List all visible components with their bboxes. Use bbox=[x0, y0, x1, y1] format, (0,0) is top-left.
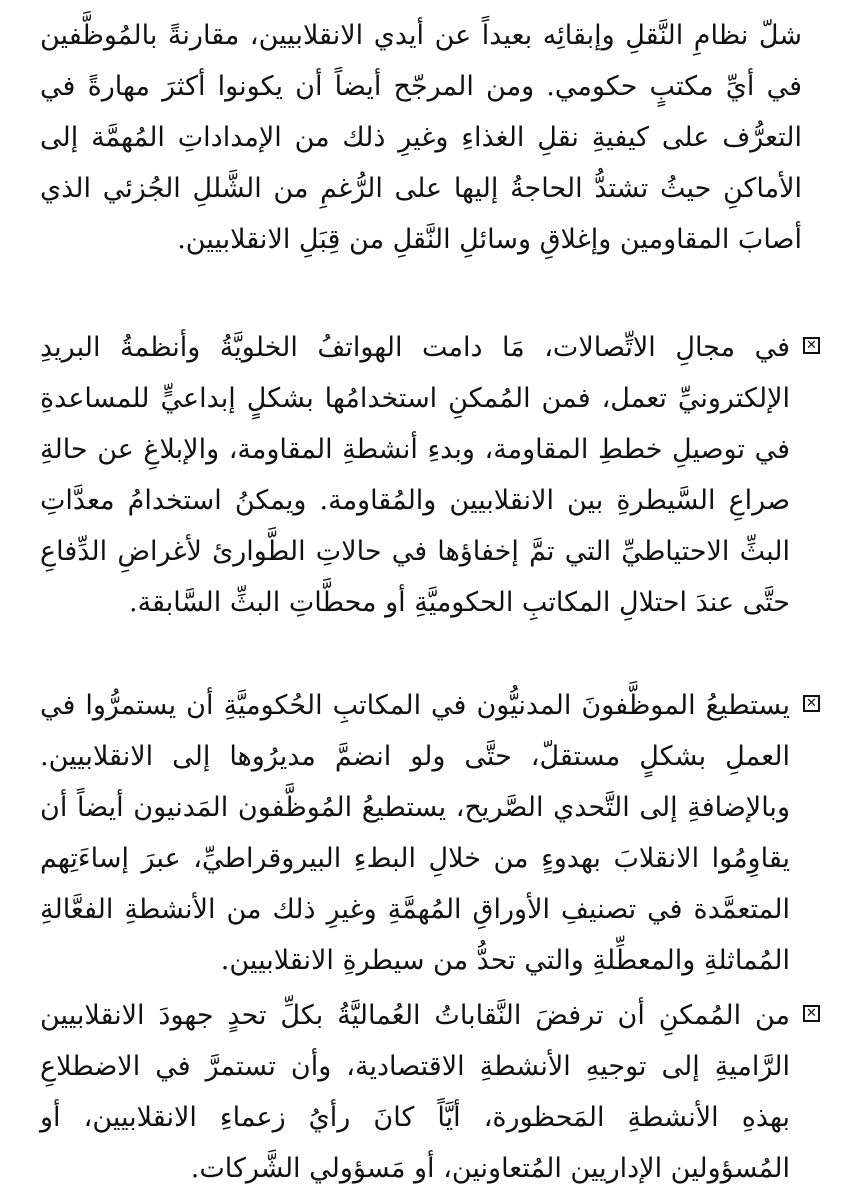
document-page bbox=[40, 0, 820, 1200]
paragraph-text: في مجالِ الاتِّصالات، مَا دامت الهواتفُ الخلويَّةُ وأنظمةُ البريدِ الإلكترونيِّ تعمل، فمن المُمكنِ استخدامُها بشكلٍ إبداعيٍّ للمساعدةِ في توصيلِ خططِ المقاومة، وبدءِ أنشطةِ المقاومة، والإبلاغِ عن حالةِ صراعِ السَّيطرةِ بين الانقلابيين والمُقاومة. ويمكنُ استخدامُ معدَّاتِ البثِّ الاحتياطيِّ التي تمَّ إخفاؤها في حالاتِ الطَّوارئ لأغراضِ الدِّفاعِ حتَّى عندَ احتلالِ المكاتبِ الحكوميَّةِ أو محطَّاتِ البثِّ السَّابقة. bbox=[40, 332, 790, 618]
bullet-paragraph-civil-servants bbox=[40, 680, 820, 986]
paragraph-text: من المُمكنِ أن ترفضَ النَّقاباتُ العُماليَّةُ بكلِّ تحدٍ جهودَ الانقلابيين الرَّاميةِ إلى توجيهِ الأنشطةِ الاقتصادية، وأن تستمرَّ في الاضطلاعِ بهذهِ الأنشطةِ المَحظورة، أيَّاً كانَ رأيُ زعماءِ الانقلابيين، أو المُسؤولين الإداريين المُتعاونين، أو مَسؤولي الشَّركات. bbox=[40, 1000, 790, 1184]
paragraph-continued-transport: شلّ نظامِ النَّقلِ وإبقائِه بعيداً عن أيدي الانقلابيين، مقارنةً بالمُوظَّفين في أيِّ مكتبٍ حكومي. ومن المرجّح أيضاً أن يكونوا أكثرَ مهارةً في التعرُّف على كيفيةِ نقلِ الغذاءِ وغيرِ ذلك من الإمداداتِ المُهمَّة إلى الأماكنِ حيثُ تشتدُّ الحاجةُ إليها على الرُّغمِ من الشَّللِ الجُزئي الذي أصابَ المقاومين وإغلاقِ وسائلِ النَّقلِ من قِبَلِ الانقلابيين. bbox=[40, 20, 802, 255]
bullet-paragraph-unions bbox=[40, 990, 820, 1194]
paragraph-text: يستطيعُ الموظَّفونَ المدنيُّون في المكاتبِ الحُكوميَّةِ أن يستمرُّوا في العملِ بشكلٍ مستقلّ، حتَّى ولو انضمَّ مديرُوها إلى الانقلابيين. وبالإضافةِ إلى التَّحدي الصَّريح، يستطيعُ المُوظَّفون المَدنيون أيضاً أن يقاوِمُوا الانقلابَ بهدوءٍ من خلالِ البطءِ البيروقراطيِّ، عبرَ إساءَتِهم المتعمَّدة في تصنيفِ الأوراقِ المُهمَّةِ وغيرِ ذلك من الأنشطةِ الفعَّالةِ المُماثلةِ والمعطِّلةِ والتي تحدُّ من سيطرةِ الانقلابيين. bbox=[40, 690, 790, 976]
checkbox-x-icon: ✕ bbox=[803, 695, 820, 712]
checkbox-x-icon: ✕ bbox=[803, 337, 820, 354]
checkbox-x-icon: ✕ bbox=[803, 1005, 820, 1022]
bullet-paragraph-communications bbox=[40, 322, 820, 628]
